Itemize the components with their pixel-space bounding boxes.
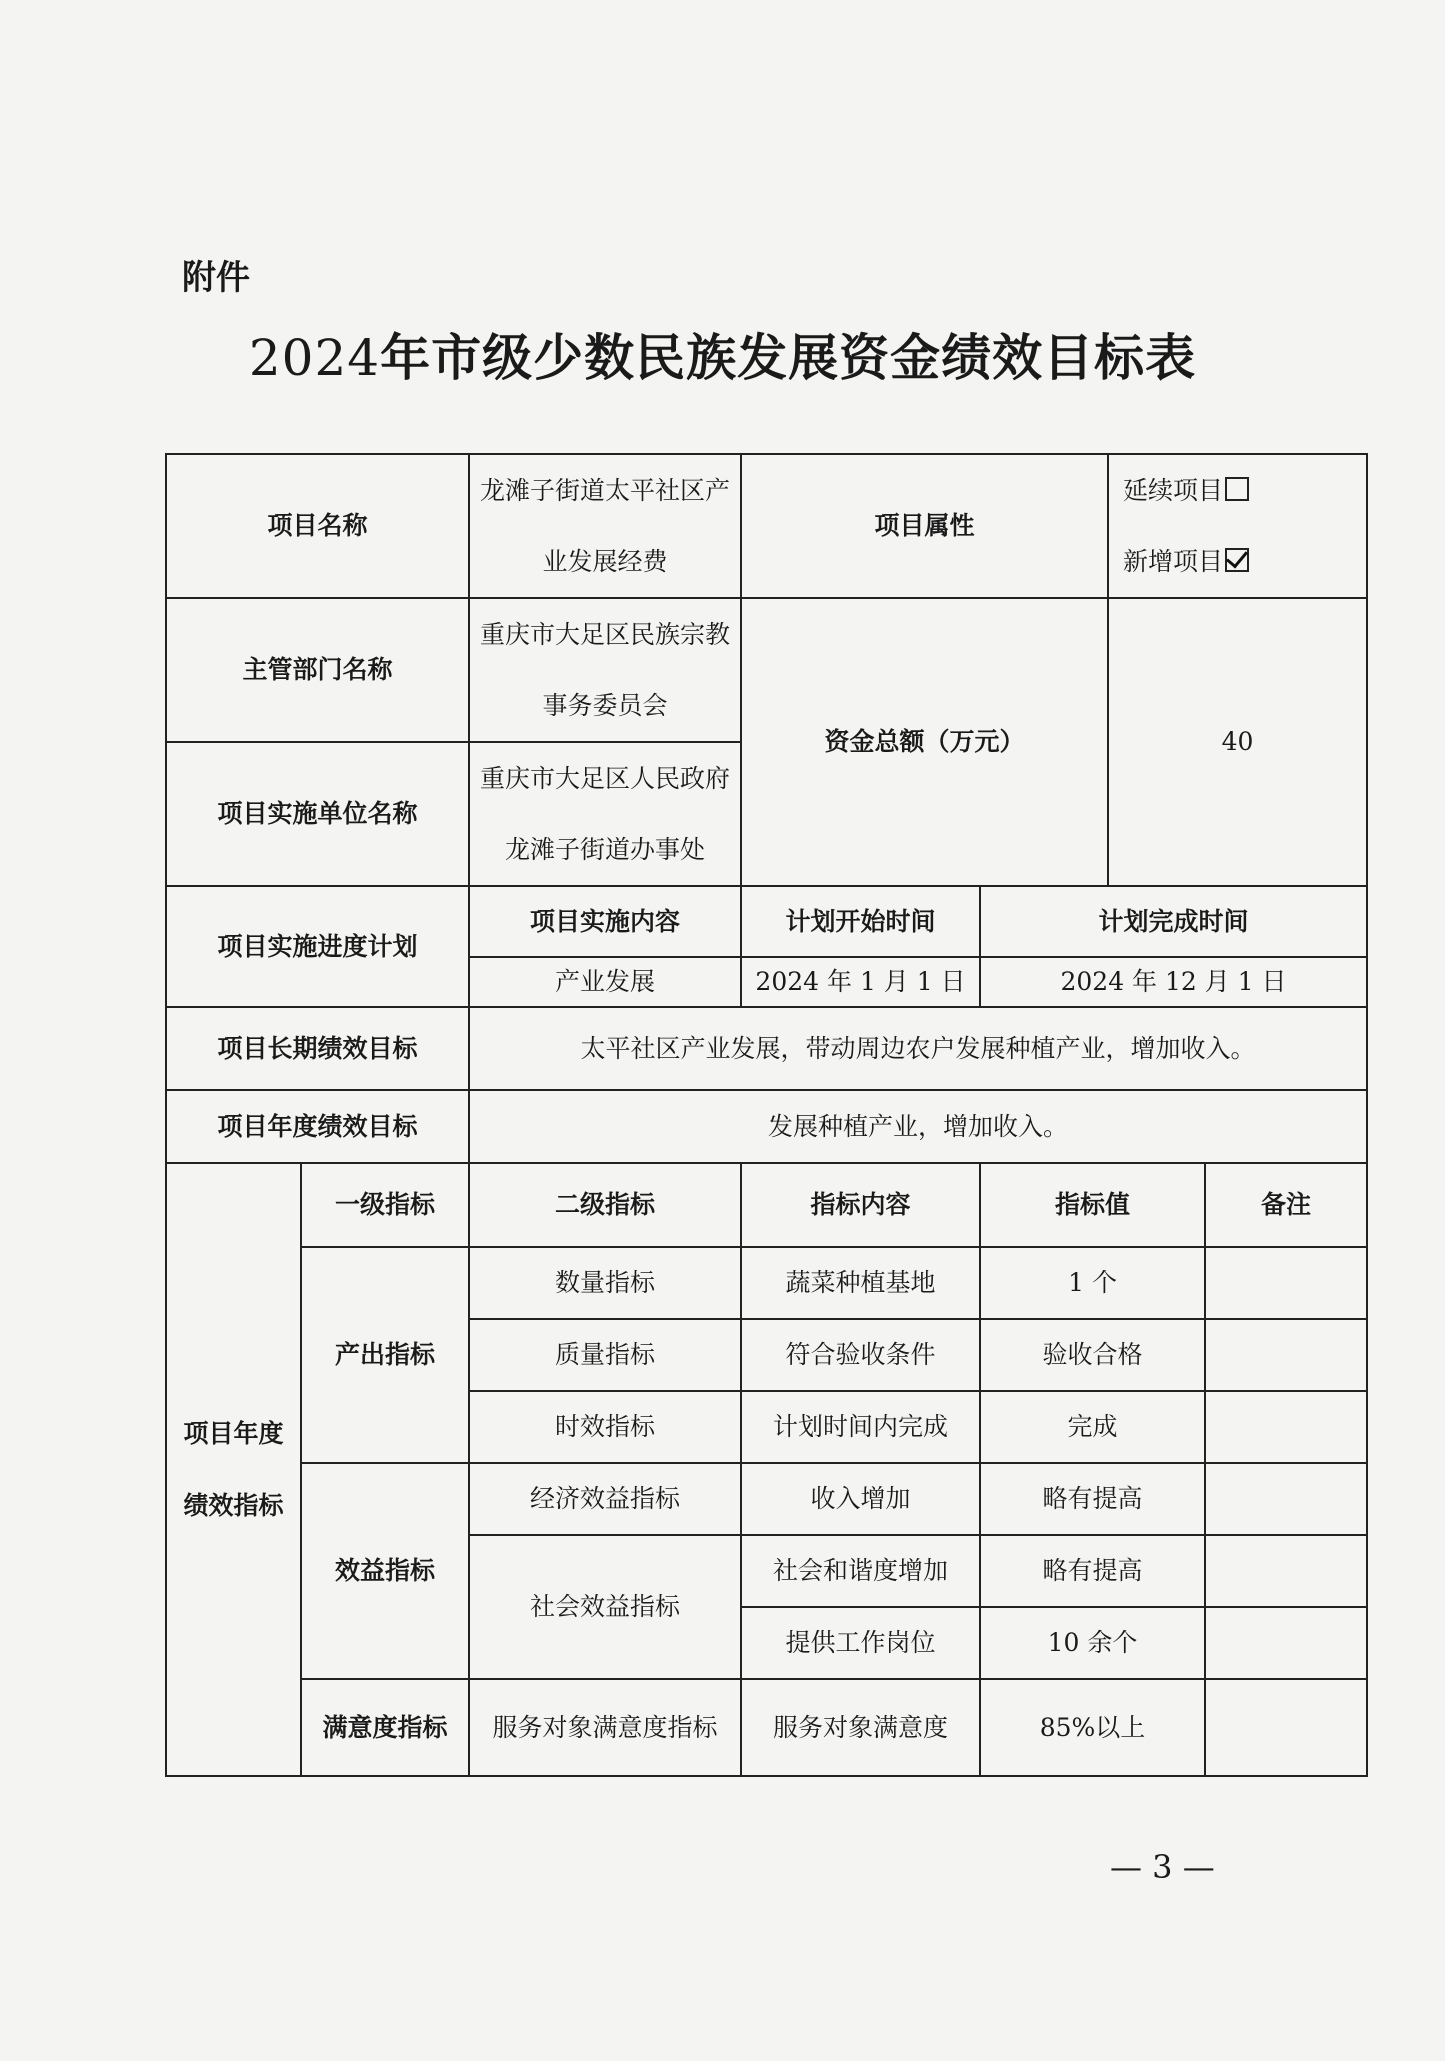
schedule-end: 2024 年 12 月 1 日 bbox=[980, 957, 1367, 1007]
header-value: 指标值 bbox=[980, 1163, 1205, 1247]
funds-label: 资金总额（万元） bbox=[741, 598, 1108, 886]
benefit-indicator-label: 效益指标 bbox=[301, 1463, 469, 1679]
title-year: 2024 bbox=[248, 329, 381, 387]
header-level2: 二级指标 bbox=[469, 1163, 741, 1247]
note-cell bbox=[1205, 1463, 1367, 1535]
content-cell: 蔬菜种植基地 bbox=[741, 1247, 980, 1319]
performance-target-table bbox=[165, 453, 1368, 1777]
value-cell: 85%以上 bbox=[980, 1679, 1205, 1776]
project-attribute-options bbox=[1108, 454, 1367, 598]
attr-continued-text: 延续项目 bbox=[1123, 476, 1224, 505]
attr-continued-option bbox=[1115, 455, 1360, 526]
content-cell: 计划时间内完成 bbox=[741, 1391, 980, 1463]
project-name-value-line1: 龙滩子街道太平社区产 bbox=[480, 476, 731, 505]
level2-cell: 时效指标 bbox=[469, 1391, 741, 1463]
project-name-value-line2: 业发展经费 bbox=[542, 547, 668, 576]
indicator-header-row bbox=[166, 1163, 1367, 1247]
satisfaction-indicator-label: 满意度指标 bbox=[301, 1679, 469, 1776]
attr-continued-checkbox bbox=[1225, 477, 1249, 501]
department-label: 主管部门名称 bbox=[166, 598, 469, 742]
department-value-line1: 重庆市大足区民族宗教 bbox=[480, 620, 731, 649]
content-cell: 服务对象满意度 bbox=[741, 1679, 980, 1776]
attr-new-text: 新增项目 bbox=[1123, 547, 1224, 576]
attachment-label: 附件 bbox=[182, 258, 250, 298]
schedule-label: 项目实施进度计划 bbox=[166, 886, 469, 1007]
implementing-unit-value-line2: 龙滩子街道办事处 bbox=[505, 835, 706, 864]
content-cell: 符合验收条件 bbox=[741, 1319, 980, 1391]
level2-cell: 服务对象满意度指标 bbox=[469, 1679, 741, 1776]
department-row bbox=[166, 598, 1367, 742]
level2-cell: 数量指标 bbox=[469, 1247, 741, 1319]
value-cell: 验收合格 bbox=[980, 1319, 1205, 1391]
longterm-goal-label: 项目长期绩效目标 bbox=[166, 1007, 469, 1090]
level2-cell: 质量指标 bbox=[469, 1319, 741, 1391]
level2-cell: 社会效益指标 bbox=[469, 1535, 741, 1679]
indicator-section-label bbox=[166, 1163, 301, 1776]
content-cell: 收入增加 bbox=[741, 1463, 980, 1535]
attr-new-checkbox bbox=[1225, 548, 1249, 572]
schedule-col-content: 项目实施内容 bbox=[469, 886, 741, 957]
content-cell: 提供工作岗位 bbox=[741, 1607, 980, 1679]
level2-cell: 经济效益指标 bbox=[469, 1463, 741, 1535]
value-cell: 略有提高 bbox=[980, 1463, 1205, 1535]
table-row bbox=[166, 1463, 1367, 1535]
schedule-col-end: 计划完成时间 bbox=[980, 886, 1367, 957]
table-row bbox=[166, 1679, 1367, 1776]
department-value-line2: 事务委员会 bbox=[542, 691, 668, 720]
project-name-label: 项目名称 bbox=[166, 454, 469, 598]
indicator-section-label-line1: 项目年度 bbox=[183, 1418, 284, 1448]
header-level1: 一级指标 bbox=[301, 1163, 469, 1247]
indicator-section-label-line2: 绩效指标 bbox=[183, 1490, 284, 1520]
header-content: 指标内容 bbox=[741, 1163, 980, 1247]
value-cell: 1 个 bbox=[980, 1247, 1205, 1319]
longterm-goal-value: 太平社区产业发展，带动周边农户发展种植产业，增加收入。 bbox=[469, 1007, 1367, 1090]
project-attribute-label: 项目属性 bbox=[741, 454, 1108, 598]
value-cell: 略有提高 bbox=[980, 1535, 1205, 1607]
note-cell bbox=[1205, 1391, 1367, 1463]
project-name-row bbox=[166, 454, 1367, 598]
note-cell bbox=[1205, 1535, 1367, 1607]
schedule-col-start: 计划开始时间 bbox=[741, 886, 980, 957]
longterm-goal-row bbox=[166, 1007, 1367, 1090]
project-name-value bbox=[469, 454, 741, 598]
content-cell: 社会和谐度增加 bbox=[741, 1535, 980, 1607]
output-indicator-label: 产出指标 bbox=[301, 1247, 469, 1463]
attr-new-option bbox=[1115, 526, 1360, 597]
note-cell bbox=[1205, 1247, 1367, 1319]
schedule-header-row bbox=[166, 886, 1367, 957]
title-text: 年市级少数民族发展资金绩效目标表 bbox=[380, 329, 1197, 387]
implementing-unit-label: 项目实施单位名称 bbox=[166, 742, 469, 886]
page-title bbox=[0, 318, 1445, 390]
page-number: — 3 — bbox=[1110, 1848, 1215, 1886]
funds-value: 40 bbox=[1108, 598, 1367, 886]
note-cell bbox=[1205, 1319, 1367, 1391]
implementing-unit-value bbox=[469, 742, 741, 886]
annual-goal-row bbox=[166, 1090, 1367, 1163]
header-note: 备注 bbox=[1205, 1163, 1367, 1247]
value-cell: 完成 bbox=[980, 1391, 1205, 1463]
implementing-unit-value-line1: 重庆市大足区人民政府 bbox=[480, 764, 731, 793]
note-cell bbox=[1205, 1607, 1367, 1679]
department-value bbox=[469, 598, 741, 742]
value-cell: 10 余个 bbox=[980, 1607, 1205, 1679]
schedule-content: 产业发展 bbox=[469, 957, 741, 1007]
schedule-start: 2024 年 1 月 1 日 bbox=[741, 957, 980, 1007]
note-cell bbox=[1205, 1679, 1367, 1776]
table-row bbox=[166, 1247, 1367, 1319]
annual-goal-value: 发展种植产业，增加收入。 bbox=[469, 1090, 1367, 1163]
annual-goal-label: 项目年度绩效目标 bbox=[166, 1090, 469, 1163]
